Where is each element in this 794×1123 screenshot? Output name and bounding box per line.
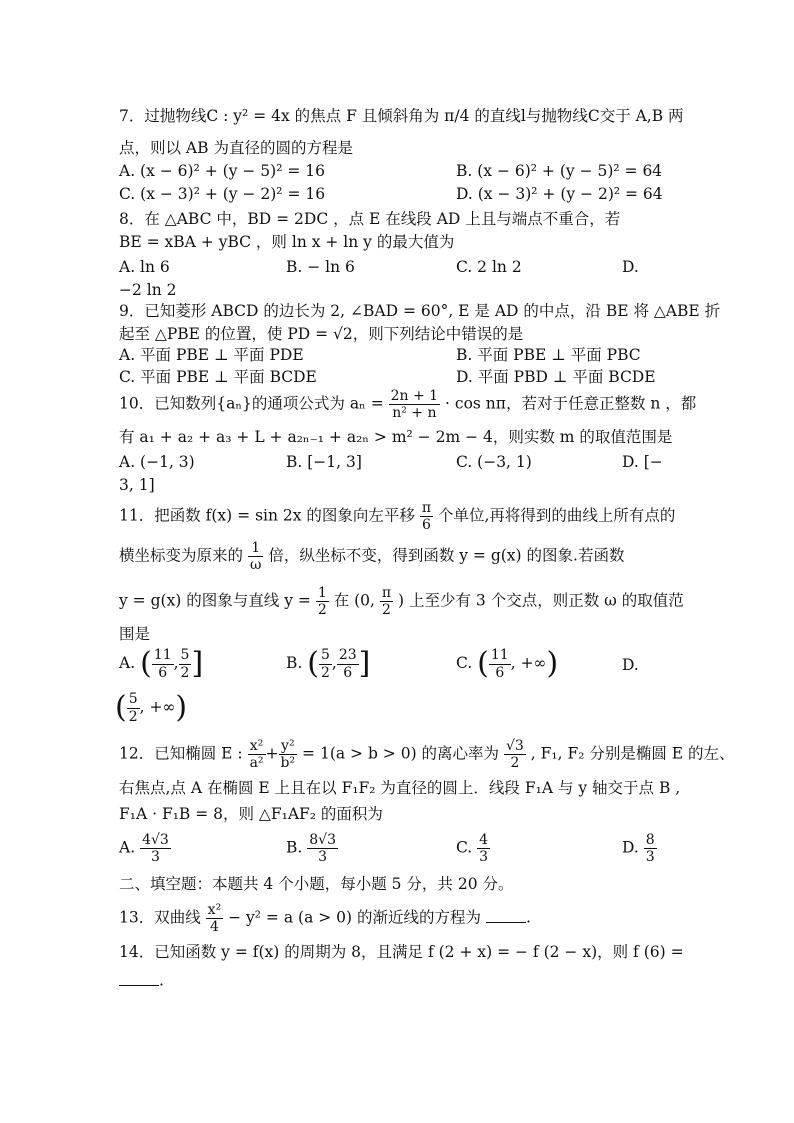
q11-a-open: ( — [140, 646, 152, 681]
q11-option-d — [115, 690, 187, 726]
q12-e-num: √3 — [506, 738, 524, 754]
q10-line2: 有 a₁ + a₂ + a₃ + L + a₂ₙ₋₁ + a₂ₙ > m² − 2m − 4，则实数 m 的取值范围是 — [119, 428, 673, 446]
q12-x-num: x² — [249, 738, 264, 754]
q11-line1 — [119, 500, 675, 533]
q8-option-a: A. ln 6 — [119, 258, 170, 276]
q12-y-frac — [279, 738, 298, 771]
q11-c-inf: , +∞ — [510, 654, 547, 672]
q12-option-d — [622, 832, 657, 865]
q12-x-den: a² — [249, 755, 264, 772]
q12-d-label: D. — [622, 838, 639, 857]
q12-option-c — [456, 832, 490, 865]
q11-option-d-label: D. — [622, 656, 639, 674]
q7-line1: 7．过抛物线C : y² = 4x 的焦点 F 且倾斜角为 π/4 的直线l与抛物线C交于 A,B 两 — [119, 107, 684, 125]
q8-option-b: B. − ln 6 — [286, 258, 355, 276]
q12-e-frac — [504, 738, 526, 771]
q11-frac-num: π — [421, 500, 432, 516]
q10-line1 — [119, 388, 696, 421]
q11-option-c — [456, 646, 558, 682]
q11-a-d2: 2 — [180, 664, 190, 681]
q14-end: . — [159, 971, 164, 990]
q8-line1: 8．在 △ABC 中，BD = 2DC ，点 E 在线段 AD 上且与端点不重合，若 — [119, 210, 621, 228]
q11-pre: 11．把函数 f(x) = sin 2x 的图象向左平移 — [119, 506, 415, 525]
q12-option-a — [119, 832, 171, 865]
q9-option-d: D. 平面 PBD ⊥ 平面 BCDE — [456, 368, 656, 386]
q10-option-d: D. [− — [622, 453, 663, 471]
q10-frac-num: 2n + 1 — [390, 388, 439, 404]
q11-b-close: ] — [358, 646, 371, 681]
q9-option-a: A. 平面 PBE ⊥ 平面 PDE — [119, 346, 304, 364]
q8-option-c: C. 2 ln 2 — [456, 258, 522, 276]
q14-line2 — [119, 969, 164, 990]
q12-d-frac — [644, 832, 657, 865]
q11-d-close: ) — [175, 690, 188, 725]
q11-b-frac2 — [337, 647, 359, 680]
q13-line1 — [119, 902, 531, 935]
q9-option-c: C. 平面 PBE ⊥ 平面 BCDE — [119, 368, 317, 386]
q11-line3-pre: y = g(x) 的图象与直线 y = — [119, 591, 311, 610]
q11-omega-num: 1 — [251, 540, 261, 556]
q11-c-close: ) — [546, 646, 559, 681]
q11-line3 — [119, 585, 684, 618]
q10-option-a: A. (−1, 3) — [119, 453, 195, 471]
q11-a-close: ] — [191, 646, 204, 681]
q12-y-den: b² — [280, 755, 296, 772]
q10-fraction — [389, 388, 440, 421]
q12-x-frac — [248, 738, 266, 771]
q11-b-frac1 — [319, 647, 332, 680]
q13-end: . — [525, 908, 531, 927]
q12-a-num: 4√3 — [142, 832, 169, 848]
q11-a-n2: 5 — [180, 647, 190, 664]
q11-line3-post: ) 上至少有 3 个交点，则正数 ω 的取值范 — [398, 591, 684, 610]
q11-b-d2: 6 — [337, 664, 359, 681]
q11-post: 个单位,再将得到的曲线上所有点的 — [438, 506, 676, 525]
q12-line3: F₁A · F₁B = 8，则 △F₁AF₂ 的面积为 — [119, 805, 383, 823]
q12-a-label: A. — [119, 838, 136, 857]
q11-half-den: 2 — [317, 602, 327, 619]
q12-d-den: 3 — [645, 849, 655, 866]
q11-line2-post: 倍，纵坐标不变，得到函数 y = g(x) 的图象.若函数 — [268, 546, 625, 565]
q11-c-label: C. — [456, 654, 473, 672]
q13-frac — [206, 902, 224, 935]
q12-b-num: 8√3 — [309, 832, 337, 848]
q11-a-label: A. — [119, 654, 136, 672]
q11-fraction-pi2 — [380, 585, 393, 618]
q11-a-d1: 6 — [152, 664, 174, 681]
q11-d-n1: 5 — [128, 691, 138, 708]
q11-d-open: ( — [115, 690, 127, 725]
q10-option-c: C. (−3, 1) — [456, 453, 532, 471]
q11-half-num: 1 — [317, 585, 327, 601]
q12-c-num: 4 — [479, 832, 489, 848]
q11-b-d1: 2 — [320, 664, 330, 681]
q12-a-den: 3 — [140, 848, 171, 865]
q11-fraction-shift — [420, 500, 433, 533]
q11-fraction-omega — [248, 540, 263, 573]
q12-c-den: 3 — [479, 849, 489, 866]
q12-e-den: 2 — [504, 754, 526, 771]
q7-option-a: A. (x − 6)² + (y − 5)² = 16 — [119, 162, 325, 180]
q10-pre: 10．已知数列{aₙ}的通项公式为 aₙ = — [119, 394, 384, 413]
q11-d-inf: , +∞ — [139, 698, 176, 716]
q9-line2: 起至 △PBE 的位置，使 PD = √2，则下列结论中错误的是 — [119, 325, 524, 343]
q11-b-n2: 23 — [338, 647, 357, 664]
q11-option-a: A. ( $\frac{11}{6}$ , $\frac{5}{2}$ ] — [119, 646, 204, 681]
q11-c-n1: 11 — [490, 647, 509, 664]
q11-line4: 围是 — [119, 625, 151, 643]
q11-pi2-den: 2 — [380, 601, 393, 618]
q8-line2: BE = xBA + yBC ，则 ln x + ln y 的最大值为 — [119, 233, 455, 251]
q9-line1: 9．已知菱形 ABCD 的边长为 2, ∠BAD = 60°, E 是 AD 的中点，沿 BE 将 △ABE 折 — [119, 302, 721, 320]
q12-b-frac — [307, 832, 338, 865]
q10-frac-den: n² + n — [389, 404, 440, 421]
q11-a-frac1 — [152, 647, 174, 680]
q8-option-d: D. — [622, 258, 639, 276]
q11-a-n1: 11 — [153, 647, 172, 664]
q12-line1: 12．已知椭圆 E : $\frac{\text{x²}}{\text{a²}}$ + $\frac{\text{y²}}{\text{b²}}$ = 1(a > b > 0) 的离心率为 $\frac{√3}{2}$ , F₁, F₂ 分别是椭圆 E 的左、 — [119, 738, 735, 772]
q11-c-frac1 — [489, 647, 511, 680]
q12-b-label: B. — [286, 838, 303, 857]
q13-pre: 13．双曲线 — [119, 908, 201, 927]
q11-b-label: B. — [286, 654, 303, 672]
q12-d-num: 8 — [645, 832, 655, 848]
q7-option-d: D. (x − 3)² + (y − 2)² = 64 — [456, 185, 663, 203]
q11-line2 — [119, 540, 624, 573]
q12-post: , F₁, F₂ 分别是椭圆 E 的左、 — [530, 744, 735, 763]
q14-line1: 14．已知函数 y = f(x) 的周期为 8，且满足 f (2 + x) = − f (2 − x)，则 f (6) = — [119, 943, 684, 961]
q11-fraction-half — [316, 585, 329, 618]
q13-num: x² — [207, 902, 222, 918]
q11-d-d1: 2 — [128, 708, 138, 725]
q11-a-frac2 — [179, 647, 192, 680]
q11-option-b: B. ( $\frac{5}{2}$ , $\frac{23}{6}$ ] — [286, 646, 371, 681]
q11-b-n1: 5 — [320, 647, 330, 664]
q13-den: 4 — [206, 918, 224, 935]
q13-post: − y² = a (a > 0) 的渐近线的方程为 — [228, 908, 481, 927]
q12-option-b — [286, 832, 338, 865]
q11-line3-mid: 在 (0, — [333, 591, 375, 610]
q11-omega-den: ω — [249, 557, 262, 574]
q12-y-num: y² — [281, 738, 295, 754]
q12-line2: 右焦点,点 A 在椭圆 E 上且在以 F₁F₂ 为直径的圆上．线段 F₁A 与 y 轴交于点 B , — [119, 779, 681, 797]
q12-a-frac — [140, 832, 171, 865]
q9-option-b: B. 平面 PBE ⊥ 平面 PBC — [456, 346, 641, 364]
q8-option-d-cont: −2 ln 2 — [119, 281, 177, 299]
q11-c-d1: 6 — [489, 664, 511, 681]
q7-option-c: C. (x − 3)² + (y − 2)² = 16 — [119, 185, 326, 203]
q13-answer-blank[interactable] — [486, 906, 526, 923]
q11-b-open: ( — [307, 646, 319, 681]
q7-line2: 点，则以 AB 为直径的圆的方程是 — [119, 139, 353, 157]
q12-mid: = 1(a > b > 0) 的离心率为 — [302, 744, 500, 763]
q7-option-b: B. (x − 6)² + (y − 5)² = 64 — [456, 162, 663, 180]
q11-frac-den: 6 — [420, 516, 433, 533]
q11-pi2-num: π — [381, 585, 392, 601]
q12-pre: 12．已知椭圆 E : — [119, 744, 243, 763]
q11-line2-pre: 横坐标变为原来的 — [119, 546, 244, 565]
q11-d-frac1 — [127, 691, 140, 724]
q12-b-den: 3 — [307, 848, 338, 865]
q10-option-d-cont: 3, 1] — [119, 476, 155, 494]
q14-answer-blank[interactable] — [119, 969, 159, 986]
q10-option-b: B. [−1, 3] — [286, 453, 362, 471]
q10-post: · cos nπ，若对于任意正整数 n ，都 — [445, 394, 697, 413]
section-heading: 二、填空题：本题共 4 个小题，每小题 5 分，共 20 分。 — [119, 875, 514, 893]
q12-c-label: C. — [456, 838, 473, 857]
q11-c-open: ( — [477, 646, 489, 681]
q12-c-frac — [477, 832, 490, 865]
